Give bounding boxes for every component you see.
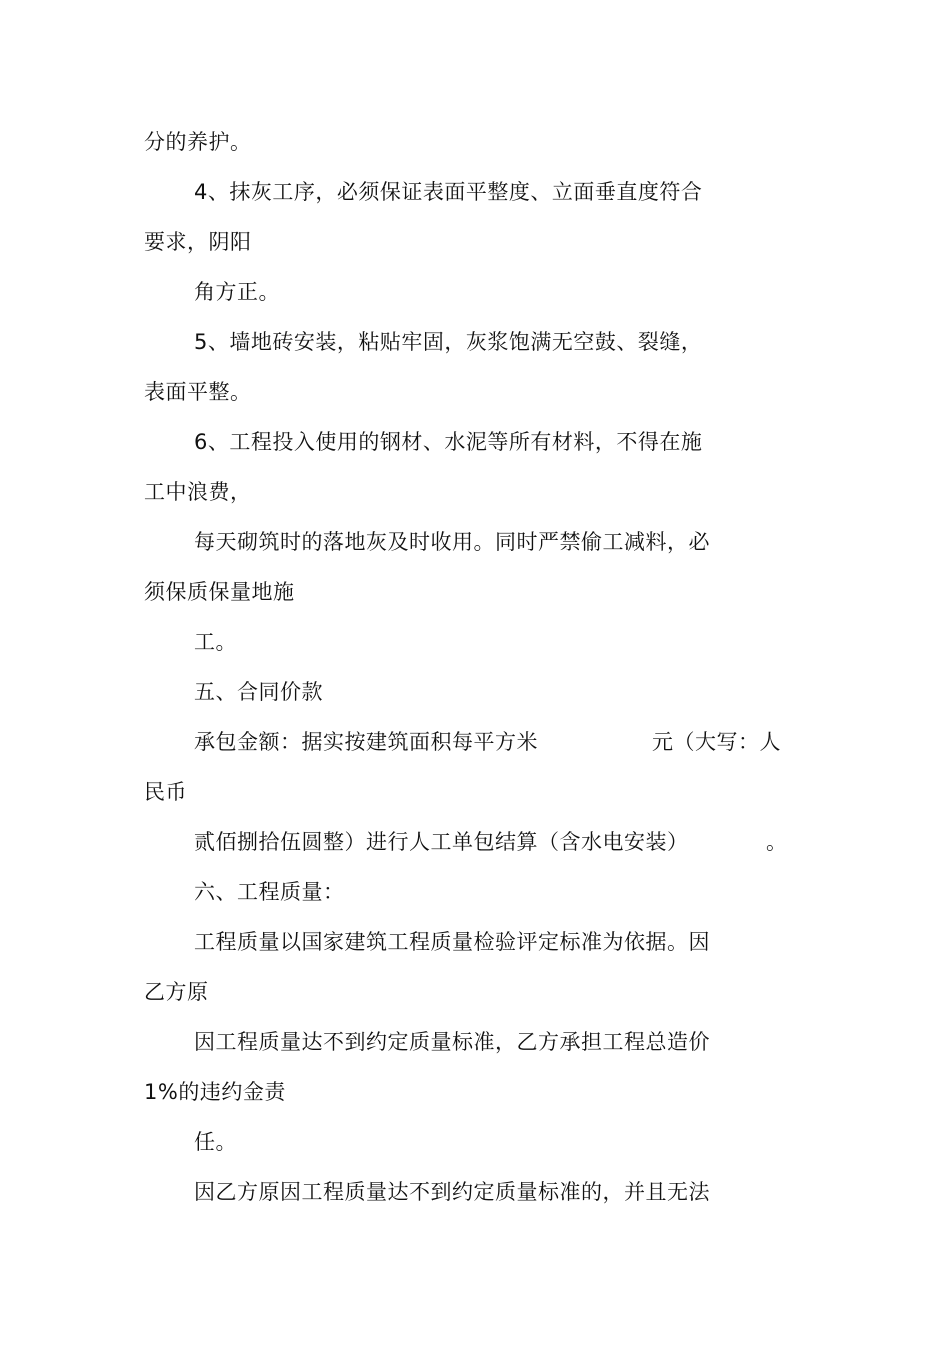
text-line-18: 乙方原 — [144, 980, 209, 1004]
text-line-7: 6、工程投入使用的钢材、水泥等所有材料，不得在施 — [194, 430, 703, 454]
text-line-21: 任。 — [194, 1130, 237, 1154]
text-line-11: 工。 — [194, 630, 237, 654]
text-line-1: 分的养护。 — [144, 130, 252, 154]
text-line-9: 每天砌筑时的落地灰及时收用。同时严禁偷工减料，必 — [194, 530, 710, 554]
text-line-13b: 元（大写：人 — [652, 730, 781, 754]
section-heading-quality: 六、工程质量： — [194, 880, 345, 904]
text-line-4: 角方正。 — [194, 280, 280, 304]
text-line-14: 民币 — [144, 780, 187, 804]
text-line-13a: 承包金额：据实按建筑面积每平方米 — [194, 730, 538, 754]
text-line-20: 1%的违约金责 — [144, 1080, 286, 1104]
text-line-22: 因乙方原因工程质量达不到约定质量标准的，并且无法 — [194, 1180, 710, 1204]
text-line-2: 4、抹灰工序，必须保证表面平整度、立面垂直度符合 — [194, 180, 703, 204]
text-line-10: 须保质保量地施 — [144, 580, 295, 604]
text-line-3: 要求，阴阳 — [144, 230, 252, 254]
text-line-8: 工中浪费， — [144, 480, 252, 504]
text-line-5: 5、墙地砖安装，粘贴牢固，灰浆饱满无空鼓、裂缝， — [194, 330, 703, 354]
text-line-15b: 。 — [766, 830, 788, 854]
text-line-19: 因工程质量达不到约定质量标准，乙方承担工程总造价 — [194, 1030, 710, 1054]
text-line-17: 工程质量以国家建筑工程质量检验评定标准为依据。因 — [194, 930, 710, 954]
text-line-15a: 贰佰捌拾伍圆整）进行人工单包结算（含水电安装） — [194, 830, 689, 854]
text-line-6: 表面平整。 — [144, 380, 252, 404]
section-heading-contract-price: 五、合同价款 — [194, 680, 323, 704]
